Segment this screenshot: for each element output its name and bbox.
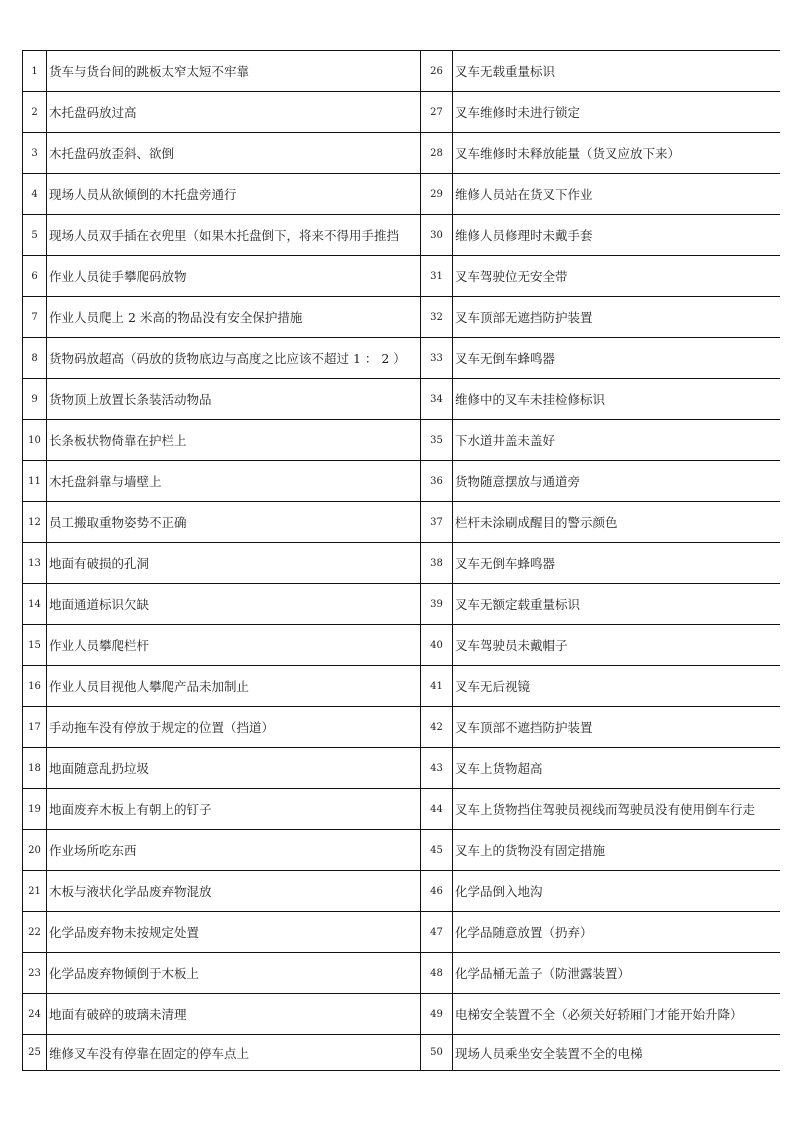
hazard-number: 27 <box>421 92 453 133</box>
hazard-number: 26 <box>421 51 453 92</box>
hazard-number: 25 <box>23 1035 47 1071</box>
hazard-number: 39 <box>421 584 453 625</box>
hazard-description: 叉车维修时未进行锁定 <box>453 92 781 133</box>
hazard-number: 42 <box>421 707 453 748</box>
hazard-number: 49 <box>421 994 453 1035</box>
hazard-number: 31 <box>421 256 453 297</box>
hazard-number: 10 <box>23 420 47 461</box>
table-row <box>23 748 781 789</box>
table-row <box>23 543 781 584</box>
hazard-description: 叉车上货物挡住驾驶员视线而驾驶员没有使用倒车行走 <box>453 789 781 830</box>
table-row <box>23 625 781 666</box>
hazard-description: 维修中的叉车未挂检修标识 <box>453 379 781 420</box>
hazard-description: 化学品废弃物未按规定处置 <box>47 912 421 953</box>
hazard-description: 现场人员双手插在衣兜里（如果木托盘倒下，将来不得用手推挡 <box>47 215 421 256</box>
table-row <box>23 92 781 133</box>
hazard-number: 12 <box>23 502 47 543</box>
table-row <box>23 215 781 256</box>
hazard-description: 叉车无倒车蜂鸣器 <box>453 338 781 379</box>
hazard-description: 木托盘码放过高 <box>47 92 421 133</box>
hazard-number: 32 <box>421 297 453 338</box>
hazard-number: 19 <box>23 789 47 830</box>
hazard-number: 1 <box>23 51 47 92</box>
table-row <box>23 994 781 1035</box>
table-row <box>23 666 781 707</box>
table-row <box>23 1035 781 1071</box>
table-row <box>23 789 781 830</box>
hazard-number: 41 <box>421 666 453 707</box>
hazard-number: 18 <box>23 748 47 789</box>
hazard-number: 3 <box>23 133 47 174</box>
hazard-number: 48 <box>421 953 453 994</box>
hazard-number: 24 <box>23 994 47 1035</box>
hazard-description: 维修人员站在货叉下作业 <box>453 174 781 215</box>
hazard-description: 维修人员修理时未戴手套 <box>453 215 781 256</box>
hazard-description: 叉车驾驶员未戴帽子 <box>453 625 781 666</box>
hazard-description: 叉车无倒车蜂鸣器 <box>453 543 781 584</box>
hazard-number: 15 <box>23 625 47 666</box>
table-row <box>23 297 781 338</box>
hazard-description: 地面有破碎的玻璃未清理 <box>47 994 421 1035</box>
hazard-number: 7 <box>23 297 47 338</box>
hazard-description: 化学品废弃物倾倒于木板上 <box>47 953 421 994</box>
hazard-description: 作业人员目视他人攀爬产品未加制止 <box>47 666 421 707</box>
hazard-description: 叉车无载重量标识 <box>453 51 781 92</box>
hazard-table <box>22 50 780 1071</box>
hazard-description: 货物顶上放置长条装活动物品 <box>47 379 421 420</box>
hazard-description: 现场人员乘坐安全装置不全的电梯 <box>453 1035 781 1071</box>
hazard-description: 作业人员攀爬栏杆 <box>47 625 421 666</box>
hazard-number: 45 <box>421 830 453 871</box>
hazard-number: 44 <box>421 789 453 830</box>
hazard-description: 现场人员从欲倾倒的木托盘旁通行 <box>47 174 421 215</box>
hazard-description: 长条板状物倚靠在护栏上 <box>47 420 421 461</box>
hazard-number: 28 <box>421 133 453 174</box>
hazard-number: 22 <box>23 912 47 953</box>
table-row <box>23 338 781 379</box>
hazard-number: 46 <box>421 871 453 912</box>
hazard-description: 货车与货台间的跳板太窄太短不牢靠 <box>47 51 421 92</box>
hazard-number: 23 <box>23 953 47 994</box>
table-row <box>23 461 781 502</box>
hazard-description: 员工搬取重物姿势不正确 <box>47 502 421 543</box>
table-row <box>23 707 781 748</box>
hazard-description: 木板与液状化学品废弃物混放 <box>47 871 421 912</box>
hazard-description: 化学品倒入地沟 <box>453 871 781 912</box>
table-row <box>23 953 781 994</box>
hazard-number: 50 <box>421 1035 453 1071</box>
hazard-number: 43 <box>421 748 453 789</box>
hazard-description: 作业人员徒手攀爬码放物 <box>47 256 421 297</box>
hazard-description: 叉车上的货物没有固定措施 <box>453 830 781 871</box>
hazard-description: 叉车顶部无遮挡防护装置 <box>453 297 781 338</box>
hazard-description: 木托盘码放歪斜、欲倒 <box>47 133 421 174</box>
hazard-description: 叉车上货物超高 <box>453 748 781 789</box>
hazard-number: 20 <box>23 830 47 871</box>
hazard-description: 叉车维修时未释放能量（货叉应放下来） <box>453 133 781 174</box>
hazard-number: 36 <box>421 461 453 502</box>
table-row <box>23 912 781 953</box>
hazard-description: 叉车顶部不遮挡防护装置 <box>453 707 781 748</box>
hazard-number: 14 <box>23 584 47 625</box>
hazard-description: 栏杆未涂刷成醒目的警示颜色 <box>453 502 781 543</box>
hazard-description: 木托盘斜靠与墙壁上 <box>47 461 421 502</box>
hazard-number: 16 <box>23 666 47 707</box>
hazard-description: 货物码放超高（码放的货物底边与高度之比应该不超过 1 ： 2 ） <box>47 338 421 379</box>
hazard-number: 40 <box>421 625 453 666</box>
table-row <box>23 379 781 420</box>
hazard-number: 17 <box>23 707 47 748</box>
hazard-description: 电梯安全装置不全（必须关好轿厢门才能开始升降） <box>453 994 781 1035</box>
table-row <box>23 502 781 543</box>
hazard-description: 货物随意摆放与通道旁 <box>453 461 781 502</box>
hazard-description: 地面废弃木板上有朝上的钉子 <box>47 789 421 830</box>
hazard-number: 33 <box>421 338 453 379</box>
table-row <box>23 584 781 625</box>
hazard-number: 47 <box>421 912 453 953</box>
hazard-number: 9 <box>23 379 47 420</box>
table-row <box>23 133 781 174</box>
hazard-number: 4 <box>23 174 47 215</box>
hazard-table-container <box>22 50 780 1071</box>
hazard-description: 作业人员爬上 2 米高的物品没有安全保护措施 <box>47 297 421 338</box>
table-row <box>23 871 781 912</box>
hazard-description: 地面有破损的孔洞 <box>47 543 421 584</box>
hazard-description: 维修叉车没有停靠在固定的停车点上 <box>47 1035 421 1071</box>
hazard-number: 37 <box>421 502 453 543</box>
hazard-number: 21 <box>23 871 47 912</box>
hazard-description: 化学品桶无盖子（防泄露装置） <box>453 953 781 994</box>
hazard-number: 38 <box>421 543 453 584</box>
hazard-number: 35 <box>421 420 453 461</box>
hazard-number: 2 <box>23 92 47 133</box>
hazard-description: 下水道井盖未盖好 <box>453 420 781 461</box>
table-row <box>23 420 781 461</box>
hazard-description: 叉车驾驶位无安全带 <box>453 256 781 297</box>
hazard-description: 地面通道标识欠缺 <box>47 584 421 625</box>
hazard-description: 作业场所吃东西 <box>47 830 421 871</box>
table-row <box>23 51 781 92</box>
hazard-number: 13 <box>23 543 47 584</box>
hazard-table-body <box>23 51 781 1071</box>
table-row <box>23 830 781 871</box>
hazard-number: 6 <box>23 256 47 297</box>
hazard-number: 8 <box>23 338 47 379</box>
hazard-number: 29 <box>421 174 453 215</box>
hazard-description: 化学品随意放置（扔弃） <box>453 912 781 953</box>
hazard-number: 34 <box>421 379 453 420</box>
hazard-number: 5 <box>23 215 47 256</box>
hazard-number: 30 <box>421 215 453 256</box>
hazard-description: 手动拖车没有停放于规定的位置（挡道） <box>47 707 421 748</box>
hazard-description: 地面随意乱扔垃圾 <box>47 748 421 789</box>
hazard-description: 叉车无后视镜 <box>453 666 781 707</box>
hazard-number: 11 <box>23 461 47 502</box>
table-row <box>23 174 781 215</box>
hazard-description: 叉车无额定载重量标识 <box>453 584 781 625</box>
table-row <box>23 256 781 297</box>
